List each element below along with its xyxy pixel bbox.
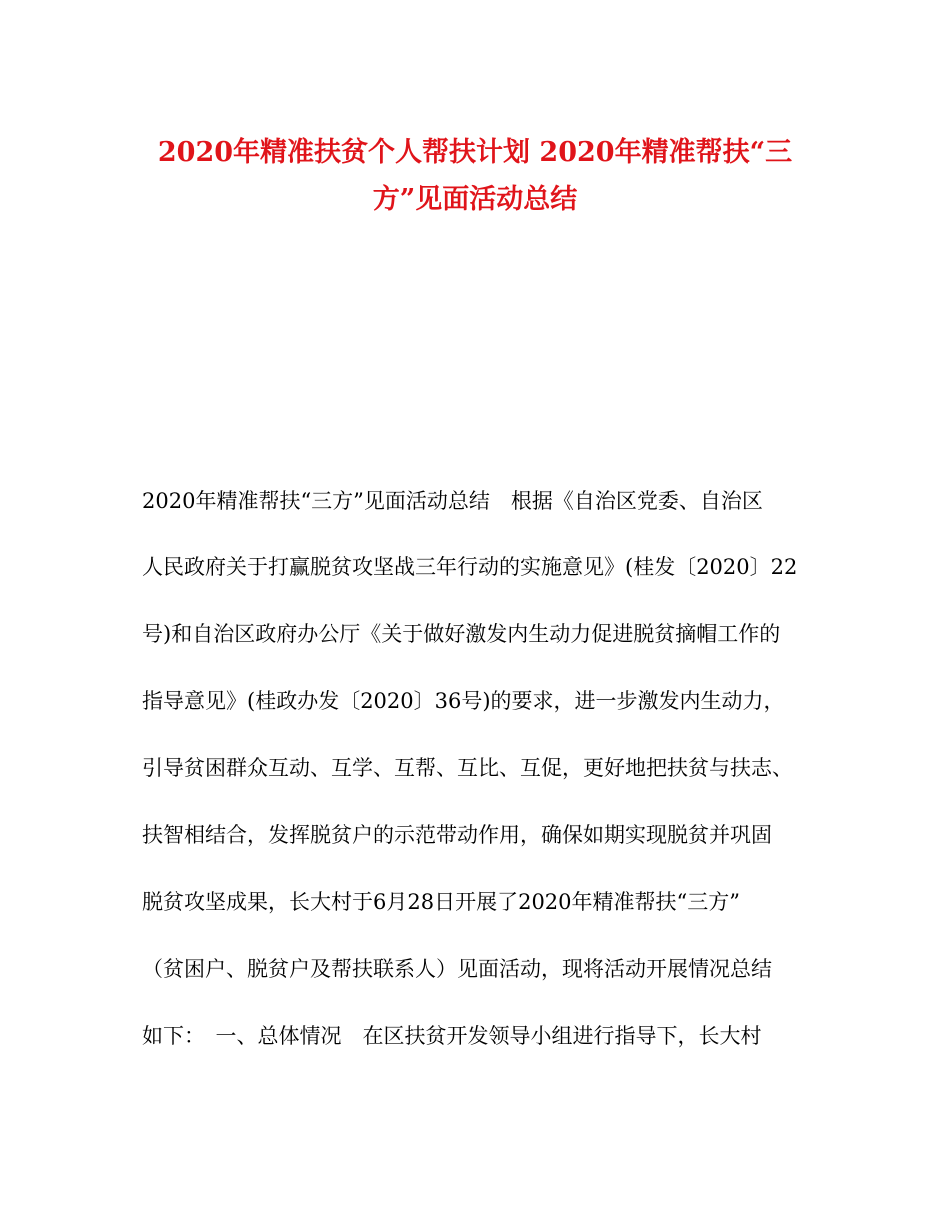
body-line-3: 号)和自治区政府办公厅《关于做好激发内生动力促进脱贫摘帽工作的 — [142, 622, 781, 646]
body-line-7: 脱贫攻坚成果，长大村于6月28日开展了2020年精准帮扶“三方” — [142, 890, 740, 914]
body-line-9: 如下： 一、总体情况 在区扶贫开发领导小组进行指导下，长大村 — [142, 1024, 762, 1048]
body-line-8: （贫困户、脱贫户及帮扶联系人）见面活动，现将活动开展情况总结 — [142, 957, 772, 981]
document-title-line-1: 2020年精准扶贫个人帮扶计划 2020年精准帮扶“三 — [157, 137, 793, 168]
body-line-1: 2020年精准帮扶“三方”见面活动总结 根据《自治区党委、自治区 — [142, 489, 763, 513]
body-line-4: 指导意见》(桂政办发〔2020〕36号)的要求，进一步激发内生动力， — [142, 689, 785, 713]
body-line-6: 扶智相结合，发挥脱贫户的示范带动作用，确保如期实现脱贫并巩固 — [142, 823, 772, 847]
body-line-2: 人民政府关于打赢脱贫攻坚战三年行动的实施意见》(桂发〔2020〕22 — [142, 555, 798, 579]
document-title-line-2: 方”见面活动总结 — [372, 184, 578, 215]
body-line-5: 引导贫困群众互动、互学、互帮、互比、互促，更好地把扶贫与扶志、 — [142, 756, 793, 780]
